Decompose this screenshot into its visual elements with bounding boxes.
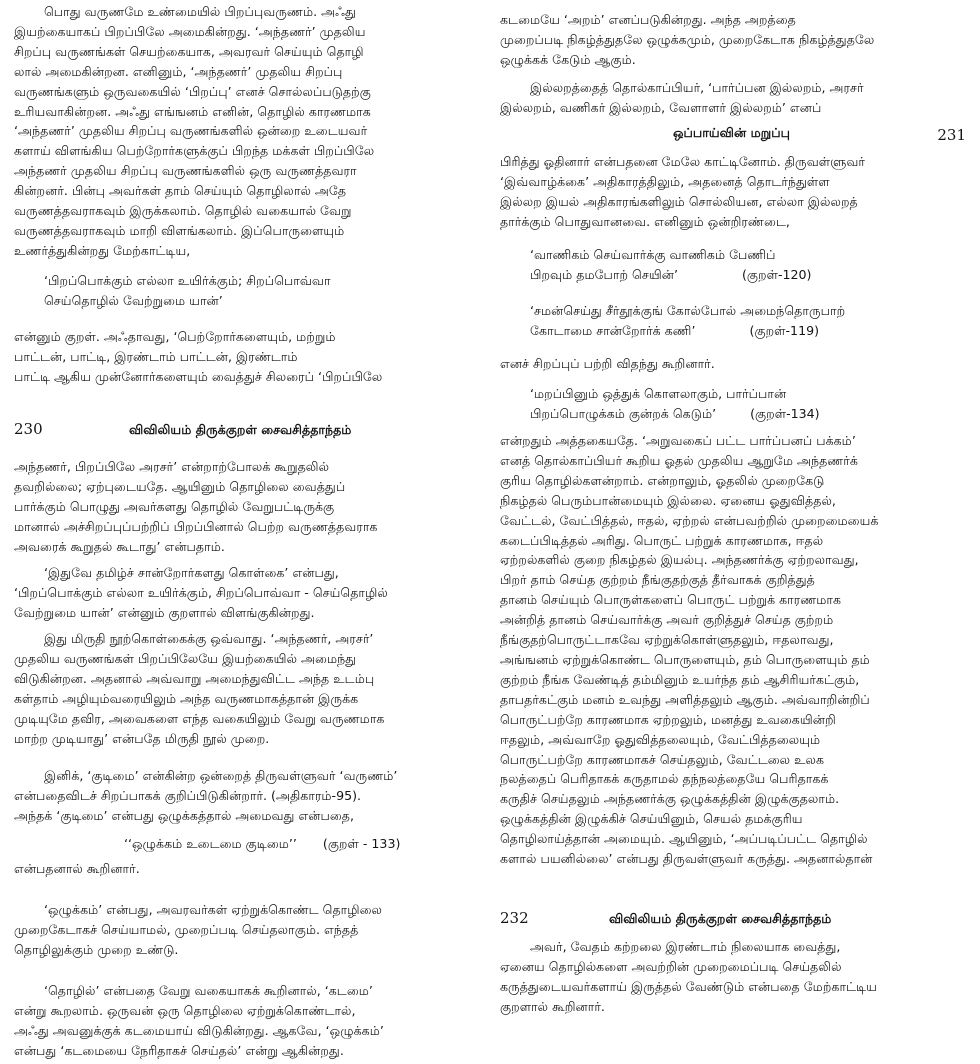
paragraph-line: லால் அமைகின்றன. எனினும், ‘அந்தணர்’ முதலிய சிறப்பு [14, 63, 343, 79]
paragraph-line: அவரைக் கூறுதல் கூடாது’ என்பதாம். [14, 538, 225, 554]
paragraph-line: பிறர் தாம் செய்த குற்றம் நீங்குதற்குத் தீர்வாகக் குறித்துத் [500, 572, 815, 588]
left-paragraph-4 [14, 563, 484, 623]
paragraph-line: முறைகேடாகச் செய்யாமல், முறைப்படி செய்தலாகும். எந்தத் [14, 921, 359, 937]
right-paragraph-3 [500, 152, 970, 232]
paragraph-line: எனத் தொல்காப்பியர் கூறிய ஓதல் முதலிய ஆறுமே அந்தணர்க் [500, 452, 858, 468]
paragraph-line: அங்ஙனம் ஏற்றுக்கொண்ட பொருளையும், தம் பொருளையும் தம் [500, 651, 870, 667]
left-column [14, 0, 484, 1064]
paragraph-line: பாட்டன், பாட்டி, இரண்டாம் பாட்டன், இரண்டாம் [14, 348, 298, 364]
paragraph-line: வருணங்களும் ஒருவகையில் ‘பிறப்பு’ எனச் சொல்லப்படுதற்கு [14, 83, 371, 99]
right-paragraph-2 [500, 78, 970, 118]
paragraph-line: அன்றித் தானம் செய்வார்க்கு அவர் குறித்துச் செய்த குற்றம் [500, 612, 834, 628]
paragraph-line: இயற்கையாகப் பிறப்பிலே அமைகின்றது. ‘அந்தணர்’ முதலிய [14, 23, 366, 39]
running-title: ஒப்பாய்வின் மறுப்பு [673, 125, 791, 140]
paragraph-line: பாட்டி ஆகிய முன்னோர்களையும் வைத்துச் சிலரைப் ‘பிறப்பிலே [14, 368, 383, 384]
paragraph-line: ‘பிறப்பொக்கும் எல்லா உயிர்க்கும், சிறப்பொவ்வா - செய்தொழில் [14, 584, 388, 600]
page-number: 230 [14, 420, 43, 438]
paragraph-line: ஈதலும், அவ்வாறே ஓதுவித்தலையும், வேட்பித்தலையும் [500, 731, 821, 747]
right-kural-120 [500, 245, 970, 285]
paragraph-line: களாய் விளங்கிய பெற்றோர்களுக்குப் பிறந்த மக்கள் பிறப்பிலே [14, 143, 375, 159]
right-paragraph-4 [500, 354, 970, 374]
paragraph-line: வேட்டல், வேட்பித்தல், ஈதல், ஏற்றல் என்பவற்றில் முறைமையைக் [500, 512, 879, 528]
right-kural-119 [500, 301, 970, 341]
paragraph-line: ‘ஒழுக்கம்’ என்பது, அவரவர்கள் ஏற்றுக்கொண்ட தொழிலை [44, 902, 383, 917]
paragraph-line: தவறில்லை; ஏற்புடையதே. ஆயினும் தொழிலை வைத்துப் [14, 478, 346, 494]
left-verse-1 [14, 271, 484, 311]
paragraph-line: இது மிருதி நூற்கொள்கைக்கு ஒவ்வாது. ‘அந்தணர், அரசர்’ [44, 631, 374, 646]
verse-line: செய்தொழில் வேற்றுமை யான்’ [44, 292, 223, 308]
right-kural-134 [500, 384, 970, 424]
paragraph-line: இனிக், ‘குடிமை’ என்கின்ற ஒன்றைத் திருவள்ளுவர் ‘வருணம்’ [44, 768, 398, 783]
verse-line: ‘பிறப்பொக்கும் எல்லா உயிர்க்கும்; சிறப்பொவ்வா [44, 273, 331, 288]
page-number: 232 [500, 909, 529, 927]
paragraph-line: குரிய தொழில்களன்றாம். என்றாலும், ஓதலில் முறைகேடு [500, 472, 825, 488]
paragraph-line: ‘அந்தணர்’ முதலிய சிறப்பு வருணங்களில் ஒன்றை உடையவர் [14, 123, 368, 139]
right-page-header-2 [500, 908, 970, 929]
left-paragraph-6 [14, 766, 484, 826]
paragraph-line: என்னும் குறள். அஃதாவது, ‘பெற்றோர்களையும், மற்றும் [14, 329, 336, 344]
kural-reference: (குறள்-120) [742, 266, 812, 282]
paragraph-line: களால் பயனில்லை’ என்பது திருவள்ளுவர் கருத்து. அதனால்தான் [500, 851, 873, 867]
paragraph-line: கடைப்பிடித்தல் அரிது. பொருட் பற்றுக் காரணமாக, ஈதல் [500, 532, 824, 548]
left-paragraph-7 [14, 859, 484, 879]
left-paragraph-5 [14, 629, 484, 748]
paragraph-line: வேற்றுமை யான்’ என்னும் குறளால் விளங்குகின்றது. [14, 604, 315, 620]
paragraph-line: ஒழுக்கக் கேடும் ஆகும். [500, 51, 636, 67]
right-paragraph-1 [500, 10, 970, 70]
paragraph-line: ஏனைய தொழில்களை அவற்றின் முறைமைப்படி செய்தலில் [500, 958, 842, 974]
right-page-header [500, 123, 970, 143]
paragraph-line: நீங்குதற்பொருட்டாகவே ஏற்றுக்கொள்ளுதலும், ஈதலாவது, [500, 632, 834, 648]
paragraph-line: கருதிச் செய்தலும் அந்தணர்க்கு ஒழுக்கத்தின் இழுக்குதலாம். [500, 791, 840, 807]
kural-line: ‘சமன்செய்து சீர்தூக்குங் கோல்போல் அமைந்தொருபாற் [530, 303, 846, 318]
paragraph-line: நிகழ்தல் பெரும்பான்மையும் இல்லை. ஏனைய ஓதுவித்தல், [500, 492, 836, 508]
paragraph-line: என்பதைவிடச் சிறப்பாகக் குறிப்பிடுகின்றார். (அதிகாரம்-95). [14, 787, 362, 803]
right-column [500, 0, 970, 1064]
paragraph-line: தாபதர்கட்கும் மனம் உவந்து அளித்தலும் ஆகும். அவ்வாறின்றிப் [500, 691, 870, 707]
paragraph-line: இல்லறத்தைத் தொல்காப்பியர், ‘பார்ப்பன இல்லறம், அரசர் [530, 80, 864, 95]
paragraph-line: மானால் அச்சிறப்புப்பற்றிப் பிறப்பினால் பெற்ற வருணத்தவராக [14, 518, 378, 534]
right-paragraph-6 [500, 937, 970, 1017]
paragraph-line: அஃது அவனுக்குக் கடமையாய் விடுகின்றது. ஆகவே, ‘ஒழுக்கம்’ [14, 1022, 384, 1038]
page-number: 231 [937, 126, 966, 144]
left-paragraph-8 [14, 900, 484, 960]
paragraph-line: தானம் செய்யும் பொருள்களைப் பொருட் பற்றுக் காரணமாக [500, 592, 842, 608]
left-page-header [14, 419, 484, 440]
paragraph-line: நலத்தைப் பெரிதாகக் கருதாமல் தந்நலத்தையே பெரிதாகக் [500, 771, 829, 787]
paragraph-line: தொழிலுக்கும் முறை உண்டு. [14, 941, 179, 957]
left-paragraph-9 [14, 981, 484, 1061]
paragraph-line: முதலிய வருணங்கள் பிறப்பிலேயே இயற்கையில் அமைந்து [14, 650, 357, 666]
paragraph-line: குற்றம் நீங்க வேண்டித் தம்மினும் உயர்ந்த தம் ஆசிரியர்கட்கும், [500, 671, 860, 687]
left-paragraph-3 [14, 457, 484, 557]
paragraph-line: கருத்துடையவர்களாய் இருத்தல் வேண்டும் என்பதை மேற்காட்டிய [500, 978, 877, 994]
paragraph-line: உணர்த்துகின்றது மேற்காட்டிய, [14, 242, 191, 258]
paragraph-line: ‘இவ்வாழ்க்கை’ அதிகாரத்திலும், அதனைத் தொடர்ந்துள்ள [500, 173, 830, 189]
paragraph-line: வருணத்தவராகவும் மாறி விளங்கலாம். இப்பொருளையும் [14, 222, 345, 238]
paragraph-line: வருணத்தவராகவும் இருக்கலாம். தொழில் வகையால் வேறு [14, 203, 352, 219]
kural-line: ‘மறப்பினும் ஒத்துக் கொளலாகும், பார்ப்பான் [530, 386, 787, 401]
paragraph-line: மாற்ற முடியாது’ என்பதே மிருதி நூல் முறை. [14, 730, 270, 746]
paragraph-line: ஒழுக்கத்தின் இழுக்கிச் செய்யினும், செயல் தமக்குரிய [500, 811, 803, 827]
paragraph-line: ‘இதுவே தமிழ்ச் சான்றோர்களது கொள்கை’ என்பது, [44, 565, 339, 580]
paragraph-line: என்று கூறலாம். ஒருவன் ஒரு தொழிலை ஏற்றுக்கொண்டால், [14, 1002, 356, 1018]
right-paragraph-5 [500, 431, 970, 869]
paragraph-line: தொழிலாய்த்தான் அமையும். ஆயினும், ‘அப்படிப்பட்ட தொழில் [500, 831, 868, 847]
running-title: விவிலியம் திருக்குறள் சைவசித்தாந்தம் [128, 422, 352, 437]
paragraph-line: முறைப்படி நிகழ்த்துதலே ஒழுக்கமும், முறைகேடாக நிகழ்த்துதலே [500, 31, 875, 47]
kural-line: கோடாமை சான்றோர்க் கணி’ [530, 322, 696, 338]
paragraph-line: பொருட்பற்றே காரணமாக ஏற்றலும், மனத்து உவகையின்றி [500, 711, 836, 727]
kural-text: ‘‘ஒழுக்கம் உடைமை குடிமை’’ [124, 836, 297, 851]
kural-line: பிறப்பொழுக்கம் குன்றக் கெடும்’ [530, 405, 717, 421]
paragraph-line: சிறப்பு வருணங்கள் செயற்கையாக, அவரவர் செய்யும் தொழி [14, 43, 364, 59]
paragraph-line: அவர், வேதம் கற்றலை இரண்டாம் நிலையாக வைத்து, [530, 939, 841, 954]
running-title: விவிலியம் திருக்குறள் சைவசித்தாந்தம் [608, 911, 832, 926]
kural-reference: (குறள் - 133) [322, 836, 401, 851]
paragraph-line: பார்க்கும் பொழுது அவர்களது தொழில் வேறுபட்டிருக்கு [14, 498, 335, 514]
paragraph-line: பிரித்து ஓதினார் என்பதனை மேலே காட்டினோம். திருவள்ளுவர் [500, 154, 865, 169]
paragraph-line: அந்தக் ‘குடிமை’ என்பது ஒழுக்கத்தால் அமைவது என்பதை, [14, 807, 354, 823]
paragraph-line: கடமையே ‘அறம்’ எனப்படுகின்றது. அந்த அறத்தை [500, 12, 796, 27]
kural-reference: (குறள்-134) [750, 405, 820, 421]
left-paragraph-1 [14, 2, 484, 261]
kural-line: பிறவும் தமபோற் செயின்’ [530, 266, 678, 282]
kural-line: ‘வாணிகம் செய்வார்க்கு வாணிகம் பேணிப் [530, 247, 776, 262]
paragraph-line: இல்லறம், வணிகர் இல்லறம், வேளாளர் இல்லறம்’ எனப் [500, 99, 822, 115]
left-paragraph-2 [14, 327, 484, 387]
paragraph-line: பொருட்பற்றே காரணமாகச் செய்தலும், வேட்டலை உலக [500, 751, 825, 767]
paragraph-line: ஏற்றல்களில் குறை நிகழ்தல் இயல்பு. அந்தணர்க்கு ஏற்றலாவது, [500, 552, 859, 568]
paragraph-line: உரியவாகின்றன. அஃது எங்ஙனம் எனின், தொழில் காரணமாக [14, 103, 371, 119]
paragraph-line: இல்லற இயல் அதிகாரங்களிலும் சொல்லியன, எல்லா இல்லறத் [500, 193, 858, 209]
paragraph-line: கள்தாம் அழியும்வரையிலும் அந்த வருணமாகத்தான் இருக்க [14, 690, 359, 706]
paragraph-line: பொது வருணமே உண்மையில் பிறப்புவருணம். அஃது [44, 4, 356, 19]
paragraph-line: முடியுமே தவிர, அவைகளை எந்த வகையிலும் வேறு வருணமாக [14, 710, 385, 726]
paragraph-line: ‘தொழில்’ என்பதை வேறு வகையாகக் கூறினால், ‘கடமை’ [44, 983, 373, 998]
kural-reference: (குறள்-119) [749, 322, 820, 338]
paragraph-line: தார்க்கும் பொதுவானவை. எனினும் ஒன்றிரண்டை, [500, 213, 790, 229]
paragraph-line: விடுகின்றன. அதனால் அவ்வாறு அமைந்துவிட்ட அந்த உடம்பு [14, 670, 375, 686]
paragraph-line: என்பது ‘கடமையை நேரிதாகச் செய்தல்’ என்று ஆகின்றது. [14, 1042, 344, 1058]
paragraph-line: என்பதனால் கூறினார். [14, 861, 140, 876]
paragraph-line: அந்தணர் முதலிய சிறப்பு வருணங்களில் ஒரு வருணத்தவரா [14, 163, 357, 179]
left-kural-133 [14, 834, 484, 854]
paragraph-line: அந்தணர், பிறப்பிலே அரசர்’ என்றாற்போலக் கூறுதலில் [14, 459, 330, 474]
paragraph-line: என்றதும் அத்தகையதே. ‘அறுவகைப் பட்ட பார்ப்பனப் பக்கம்’ [500, 433, 856, 448]
paragraph-line: எனச் சிறப்புப் பற்றி விதந்து கூறினார். [500, 356, 715, 371]
paragraph-line: கின்றனர். பின்பு அவர்கள் தாம் செய்யும் தொழிலால் அதே [14, 183, 347, 199]
paragraph-line: குறளால் கூறினார். [500, 998, 605, 1014]
